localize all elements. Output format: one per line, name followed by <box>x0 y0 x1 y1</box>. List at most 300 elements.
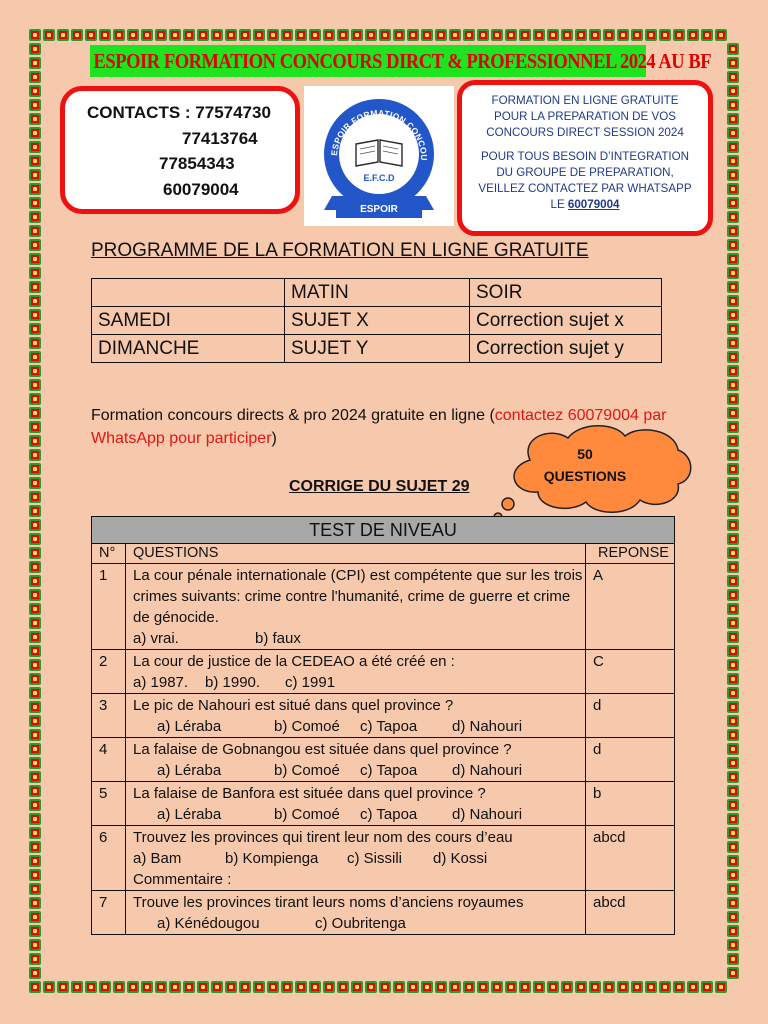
ornament-icon <box>631 29 643 41</box>
ornament-icon <box>43 981 55 993</box>
ornament-icon <box>211 29 223 41</box>
schedule-day: SAMEDI <box>92 307 285 335</box>
ornament-icon <box>29 757 41 769</box>
ornament-icon <box>29 771 41 783</box>
option: a) Bam <box>133 850 182 867</box>
schedule-table <box>91 278 662 363</box>
schedule-morning: SUJET X <box>285 307 470 335</box>
ornament-icon <box>29 463 41 475</box>
ornament-icon <box>267 29 279 41</box>
ornament-icon <box>547 29 559 41</box>
option: a) vrai. <box>133 630 179 647</box>
ornament-icon <box>29 85 41 97</box>
ornament-icon <box>603 29 615 41</box>
option: a) Léraba <box>157 718 222 735</box>
answer: C <box>586 650 675 694</box>
col-num-header: N° <box>92 544 126 564</box>
ornament-icon <box>29 211 41 223</box>
ornament-icon <box>253 29 265 41</box>
question-text: La falaise de Gobnangou est située dans quel province ? <box>133 741 512 758</box>
ornament-icon <box>71 29 83 41</box>
ornament-icon <box>99 29 111 41</box>
option: c) Tapoa <box>360 762 418 779</box>
ornament-icon <box>477 29 489 41</box>
ornament-icon <box>575 29 587 41</box>
ornament-icon <box>99 981 111 993</box>
ornament-icon <box>141 29 153 41</box>
ornament-icon <box>477 981 489 993</box>
ornament-icon <box>29 855 41 867</box>
ornament-icon <box>29 449 41 461</box>
ornament-icon <box>239 981 251 993</box>
ornament-icon <box>57 981 69 993</box>
ornament-icon <box>727 617 739 629</box>
ornament-icon <box>29 71 41 83</box>
ornament-icon <box>727 225 739 237</box>
question-row <box>92 782 675 826</box>
ornament-icon <box>225 29 237 41</box>
ornament-icon <box>29 337 41 349</box>
ornament-icon <box>267 981 279 993</box>
ornament-icon <box>727 197 739 209</box>
ornament-icon <box>43 29 55 41</box>
schedule-header-cell <box>92 279 285 307</box>
ornament-icon <box>727 323 739 335</box>
ornament-icon <box>687 29 699 41</box>
ornament-icon <box>727 729 739 741</box>
ornament-icon <box>29 799 41 811</box>
ornament-icon <box>727 939 739 951</box>
schedule-row <box>92 307 662 335</box>
ornament-icon <box>673 981 685 993</box>
ornament-icon <box>449 29 461 41</box>
question-text: Le pic de Nahouri est situé dans quel province ? <box>133 697 454 714</box>
ornament-icon <box>29 295 41 307</box>
ornament-icon <box>727 897 739 909</box>
ornament-icon <box>29 505 41 517</box>
option: a) Kénédougou <box>157 915 260 932</box>
col-reponse-header: REPONSE <box>586 544 675 564</box>
schedule-morning: SUJET Y <box>285 335 470 363</box>
ornament-icon <box>561 981 573 993</box>
ornament-icon <box>29 393 41 405</box>
ornament-icon <box>29 561 41 573</box>
ornament-icon <box>727 449 739 461</box>
ornament-icon <box>29 365 41 377</box>
option: b) 1990. <box>205 674 261 691</box>
ornament-icon <box>519 29 531 41</box>
ornament-icon <box>29 715 41 727</box>
ornament-icon <box>113 29 125 41</box>
ornament-icon <box>727 309 739 321</box>
ornament-icon <box>29 673 41 685</box>
ornament-icon <box>365 981 377 993</box>
ornament-icon <box>29 113 41 125</box>
ornament-icon <box>29 225 41 237</box>
question-text: La cour pénale internationale (CPI) est compétente que sur les trois crimes suivants: crime contre l'humanité, crime de guerre et crime de génocide. <box>133 567 583 626</box>
ornament-icon <box>183 981 195 993</box>
contact-phone: 77854343 <box>159 154 235 173</box>
ornament-icon <box>365 29 377 41</box>
ornament-icon <box>727 379 739 391</box>
ornament-icon <box>727 43 739 55</box>
ornament-icon <box>85 29 97 41</box>
ornament-icon <box>727 393 739 405</box>
ornament-icon <box>727 743 739 755</box>
ornament-icon <box>351 29 363 41</box>
ornament-icon <box>727 841 739 853</box>
logo-ribbon-text: ESPOIR <box>360 204 398 215</box>
ornament-icon <box>575 981 587 993</box>
option: a) 1987. <box>133 674 189 691</box>
contact-phone: 77413764 <box>182 129 258 148</box>
ornament-icon <box>727 561 739 573</box>
question-number: 1 <box>92 564 126 650</box>
test-title: TEST DE NIVEAU <box>92 517 675 544</box>
info-line: POUR LA PREPARATION DE VOS <box>494 110 676 123</box>
ornament-icon <box>155 981 167 993</box>
cloud-line: QUESTIONS <box>543 468 627 484</box>
ornament-icon <box>281 29 293 41</box>
ornament-icon <box>29 57 41 69</box>
ornament-icon <box>337 29 349 41</box>
ornament-icon <box>491 981 503 993</box>
ornament-icon <box>463 29 475 41</box>
info-line: FORMATION EN LIGNE GRATUITE <box>491 94 679 107</box>
ornament-icon <box>435 981 447 993</box>
ornament-icon <box>727 85 739 97</box>
logo-abbr: E.F.C.D <box>363 173 395 183</box>
ornament-icon <box>169 981 181 993</box>
ornament-icon <box>727 365 739 377</box>
ornament-icon <box>29 967 41 979</box>
ornament-icon <box>727 827 739 839</box>
ornament-icon <box>29 183 41 195</box>
cloud-text <box>520 443 650 487</box>
ornament-icon <box>421 29 433 41</box>
ornament-icon <box>603 981 615 993</box>
ornament-icon <box>727 295 739 307</box>
ornament-icon <box>645 981 657 993</box>
ornament-icon <box>29 309 41 321</box>
ornament-icon <box>727 99 739 111</box>
ornament-icon <box>29 813 41 825</box>
contacts-box <box>60 86 300 214</box>
ornament-icon <box>727 211 739 223</box>
ornament-icon <box>407 29 419 41</box>
info-line: DU GROUPE DE PREPARATION, <box>496 166 674 179</box>
ornament-icon <box>727 407 739 419</box>
ornament-icon <box>547 981 559 993</box>
ornament-icon <box>673 29 685 41</box>
question-number: 2 <box>92 650 126 694</box>
ornament-icon <box>491 29 503 41</box>
ornament-icon <box>727 799 739 811</box>
schedule-day: DIMANCHE <box>92 335 285 363</box>
ornament-icon <box>29 729 41 741</box>
ornament-icon <box>727 869 739 881</box>
option: c) Tapoa <box>360 718 418 735</box>
ornament-icon <box>727 547 739 559</box>
ornament-icon <box>727 463 739 475</box>
ornament-icon <box>29 883 41 895</box>
ornament-icon <box>533 29 545 41</box>
option: c) Tapoa <box>360 806 418 823</box>
info-line: CONCOURS DIRECT SESSION 2024 <box>486 126 684 139</box>
ornament-icon <box>29 827 41 839</box>
ornament-icon <box>393 981 405 993</box>
ornament-icon <box>727 911 739 923</box>
answer: A <box>586 564 675 650</box>
option: a) Léraba <box>157 762 222 779</box>
ornament-icon <box>393 29 405 41</box>
ornament-icon <box>715 981 727 993</box>
question-text: Trouve les provinces tirant leurs noms d’anciens royaumes <box>133 894 524 911</box>
ornament-icon <box>29 239 41 251</box>
cloud-line: 50 <box>577 446 593 462</box>
ornament-icon <box>727 589 739 601</box>
ornament-icon <box>29 785 41 797</box>
ornament-icon <box>379 29 391 41</box>
ornament-icon <box>29 99 41 111</box>
promo-main: Formation concours directs & pro 2024 gratuite en ligne ( <box>91 407 495 424</box>
question-row <box>92 650 675 694</box>
ornament-icon <box>183 29 195 41</box>
ornament-icon <box>29 869 41 881</box>
ornament-icon <box>505 981 517 993</box>
info-line: LE <box>550 198 568 211</box>
ornament-icon <box>659 29 671 41</box>
ornament-icon <box>29 547 41 559</box>
option: d) Nahouri <box>452 806 523 823</box>
ornament-icon <box>29 491 41 503</box>
ornament-icon <box>323 29 335 41</box>
ornament-icon <box>29 197 41 209</box>
question-row <box>92 891 675 935</box>
program-title: PROGRAMME DE LA FORMATION EN LIGNE GRATUITE <box>91 240 589 261</box>
ornament-icon <box>141 981 153 993</box>
ornament-icon <box>29 477 41 489</box>
ornament-icon <box>29 379 41 391</box>
ornament-icon <box>645 29 657 41</box>
test-table <box>91 516 675 935</box>
ornament-icon <box>727 785 739 797</box>
option: c) Sissili <box>347 850 402 867</box>
ornament-icon <box>351 981 363 993</box>
ornament-icon <box>617 981 629 993</box>
ornament-icon <box>29 631 41 643</box>
decorative-border-left <box>28 42 42 980</box>
ornament-icon <box>113 981 125 993</box>
option: d) Nahouri <box>452 762 523 779</box>
ornament-icon <box>29 169 41 181</box>
title-banner <box>90 45 712 77</box>
ornament-icon <box>29 267 41 279</box>
ornament-icon <box>727 127 739 139</box>
ornament-icon <box>727 169 739 181</box>
ornament-icon <box>29 281 41 293</box>
ornament-icon <box>29 925 41 937</box>
ornament-icon <box>727 701 739 713</box>
ornament-icon <box>533 981 545 993</box>
ornament-icon <box>727 421 739 433</box>
question-text: La cour de justice de la CEDEAO a été créé en : <box>133 653 455 670</box>
logo-ring-text: ESPOIR FORMATION CONCOU <box>328 107 430 161</box>
ornament-icon <box>727 603 739 615</box>
ornament-icon <box>435 29 447 41</box>
answer: d <box>586 738 675 782</box>
answer: abcd <box>586 891 675 935</box>
ornament-icon <box>85 981 97 993</box>
ornament-icon <box>727 953 739 965</box>
ornament-icon <box>29 29 41 41</box>
ornament-icon <box>715 29 727 41</box>
ornament-icon <box>519 981 531 993</box>
ornament-icon <box>337 981 349 993</box>
answer: abcd <box>586 826 675 891</box>
ornament-icon <box>253 981 265 993</box>
ornament-icon <box>463 981 475 993</box>
question-row <box>92 694 675 738</box>
question-number: 6 <box>92 826 126 891</box>
answer: b <box>586 782 675 826</box>
ornament-icon <box>29 981 41 993</box>
ornament-icon <box>29 421 41 433</box>
ornament-icon <box>727 505 739 517</box>
ornament-icon <box>727 715 739 727</box>
option: c) Oubritenga <box>315 915 406 932</box>
ornament-icon <box>281 981 293 993</box>
ornament-icon <box>727 155 739 167</box>
ornament-icon <box>29 43 41 55</box>
ornament-icon <box>505 29 517 41</box>
ornament-icon <box>225 981 237 993</box>
decorative-border-top <box>28 28 740 42</box>
ornament-icon <box>127 981 139 993</box>
ornament-icon <box>29 603 41 615</box>
question-row <box>92 738 675 782</box>
schedule-evening: Correction sujet x <box>470 307 662 335</box>
ornament-icon <box>727 883 739 895</box>
question-row <box>92 564 675 650</box>
ornament-icon <box>29 841 41 853</box>
ornament-icon <box>727 57 739 69</box>
ornament-icon <box>197 981 209 993</box>
promo-close: ) <box>271 430 277 447</box>
ornament-icon <box>211 981 223 993</box>
option: b) Comoé <box>274 718 340 735</box>
ornament-icon <box>309 29 321 41</box>
ornament-icon <box>155 29 167 41</box>
decorative-border-right <box>726 42 740 980</box>
info-line: VEILLEZ CONTACTEZ PAR WHATSAPP <box>478 182 692 195</box>
ornament-icon <box>727 267 739 279</box>
ornament-icon <box>29 141 41 153</box>
ornament-icon <box>589 981 601 993</box>
question-number: 5 <box>92 782 126 826</box>
ornament-icon <box>29 155 41 167</box>
ornament-icon <box>29 743 41 755</box>
ornament-icon <box>659 981 671 993</box>
option: b) Comoé <box>274 806 340 823</box>
ornament-icon <box>295 29 307 41</box>
ornament-icon <box>727 141 739 153</box>
ornament-icon <box>29 127 41 139</box>
ornament-icon <box>727 351 739 363</box>
schedule-evening: Correction sujet y <box>470 335 662 363</box>
ornament-icon <box>29 953 41 965</box>
ornament-icon <box>687 981 699 993</box>
ornament-icon <box>379 981 391 993</box>
test-title-row <box>92 517 675 544</box>
ornament-icon <box>727 925 739 937</box>
ornament-icon <box>727 673 739 685</box>
ornament-icon <box>727 533 739 545</box>
ornament-icon <box>727 757 739 769</box>
ornament-icon <box>727 771 739 783</box>
decorative-border-bottom <box>28 980 740 994</box>
option: b) Kompienga <box>225 850 319 867</box>
ornament-icon <box>295 981 307 993</box>
answer: d <box>586 694 675 738</box>
schedule-header-cell: MATIN <box>285 279 470 307</box>
ornament-icon <box>29 589 41 601</box>
ornament-icon <box>29 687 41 699</box>
ornament-icon <box>617 29 629 41</box>
ornament-icon <box>29 911 41 923</box>
question-number: 7 <box>92 891 126 935</box>
question-number: 3 <box>92 694 126 738</box>
ornament-icon <box>561 29 573 41</box>
ornament-icon <box>29 435 41 447</box>
ornament-icon <box>29 323 41 335</box>
ornament-icon <box>727 659 739 671</box>
ornament-icon <box>29 701 41 713</box>
ornament-icon <box>29 533 41 545</box>
ornament-icon <box>29 659 41 671</box>
ornament-icon <box>631 981 643 993</box>
ornament-icon <box>29 519 41 531</box>
ornament-icon <box>169 29 181 41</box>
ornament-icon <box>29 939 41 951</box>
contact-phone: 60079004 <box>163 180 239 199</box>
ornament-icon <box>727 575 739 587</box>
col-questions-header: QUESTIONS <box>126 544 586 564</box>
ornament-icon <box>727 645 739 657</box>
ornament-icon <box>71 981 83 993</box>
whatsapp-number-link[interactable]: 60079004 <box>567 198 620 211</box>
option: d) Kossi <box>433 850 488 867</box>
ornament-icon <box>727 253 739 265</box>
ornament-icon <box>727 71 739 83</box>
ornament-icon <box>727 477 739 489</box>
question-text: Trouvez les provinces qui tirent leur nom des cours d’eau <box>133 829 513 846</box>
efcd-logo <box>304 86 454 226</box>
info-box <box>457 80 713 236</box>
ornament-icon <box>29 407 41 419</box>
ornament-icon <box>727 519 739 531</box>
test-header-row <box>92 544 675 564</box>
ornament-icon <box>727 631 739 643</box>
ornament-icon <box>29 575 41 587</box>
promo-contact: contactez 60079004 par WhatsApp pour participer <box>91 407 667 447</box>
info-line: POUR TOUS BESOIN D’INTEGRATION <box>480 150 690 163</box>
ornament-icon <box>309 981 321 993</box>
ornament-icon <box>239 29 251 41</box>
ornament-icon <box>323 981 335 993</box>
ornament-icon <box>727 435 739 447</box>
ornament-icon <box>701 29 713 41</box>
